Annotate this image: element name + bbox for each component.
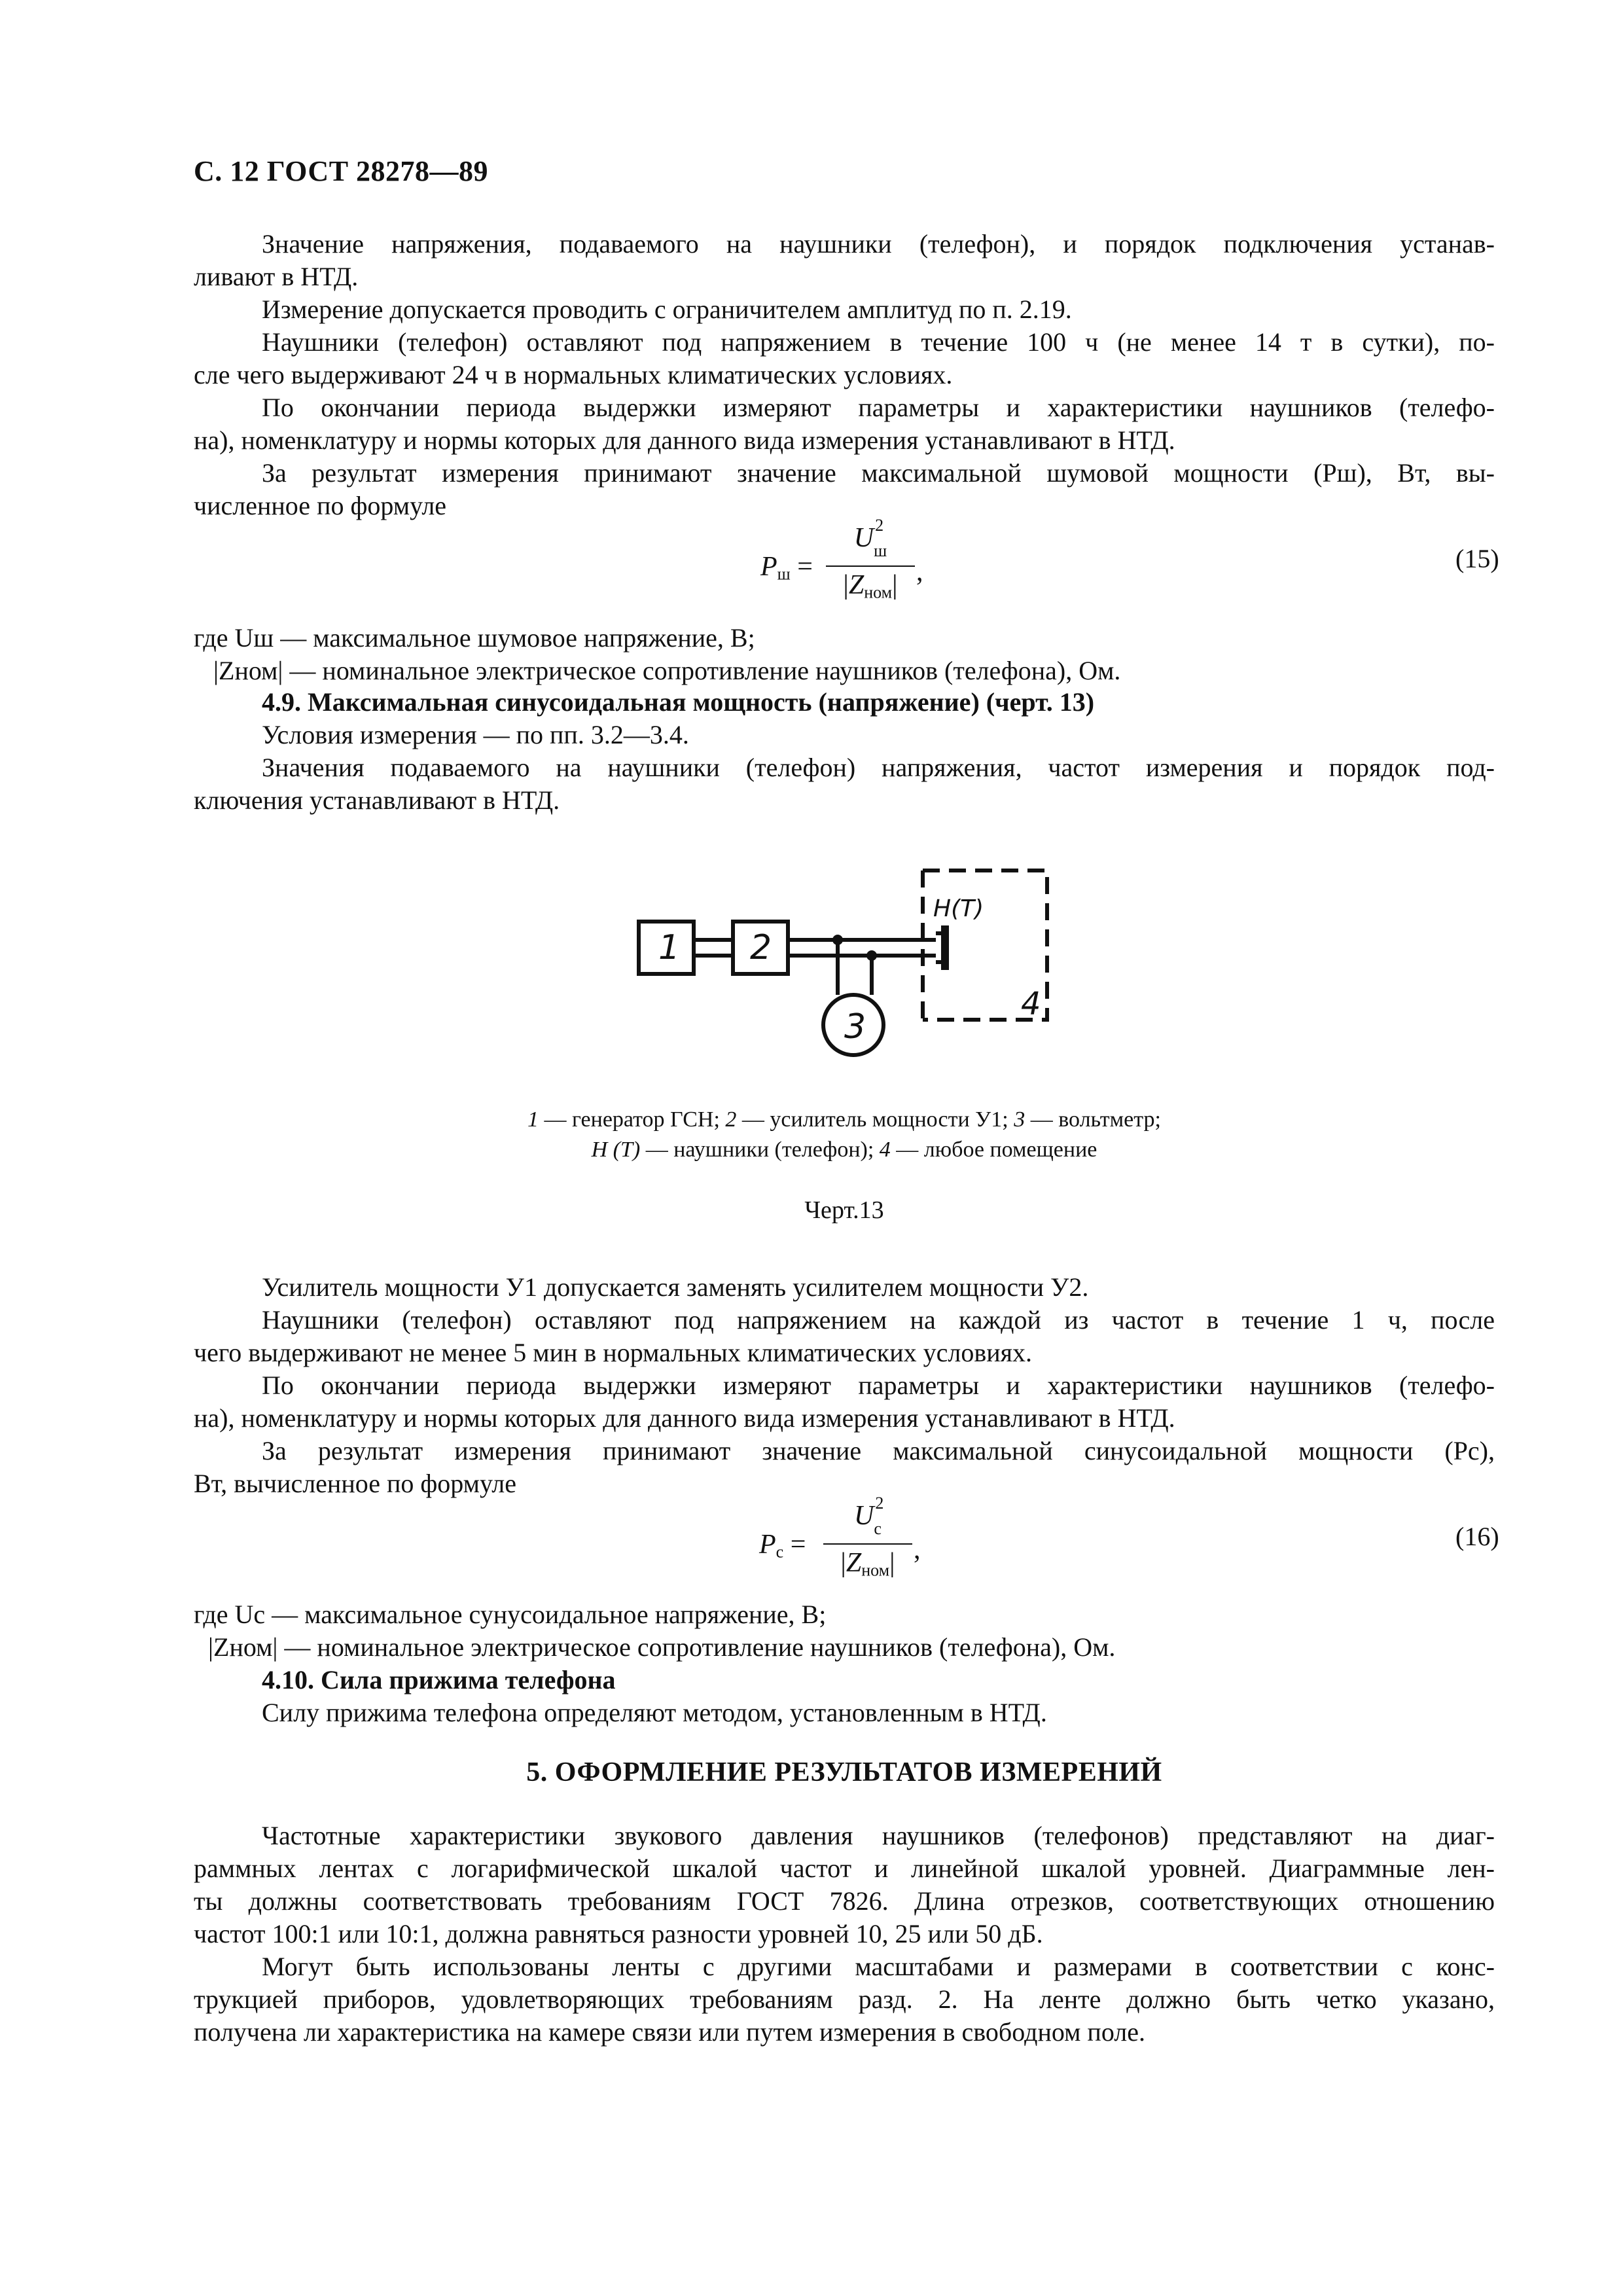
figure-caption	[194, 1105, 1495, 1165]
caption-line-1: 1 — генератор ГСН; 2 — усилитель мощности У1; 3 — вольтметр;	[527, 1107, 1161, 1132]
formula-denominator: $|Z_{ном}|$	[840, 1548, 895, 1580]
paragraph-block-1	[194, 228, 1495, 522]
text-line: получена ли характеристика на камере связи или путем измерения в свободном поле.	[194, 2017, 1146, 2047]
text-line: трукцией приборов, удовлетворяющих требованиям разд. 2. На ленте должно быть четко указано,	[194, 1984, 1495, 2014]
section-heading-5: 5. ОФОРМЛЕНИЕ РЕЗУЛЬТАТОВ ИЗМЕРЕНИЙ	[526, 1757, 1162, 1787]
text-line: частот 100:1 или 10:1, должна равняться разности уровней 10, 25 или 50 дБ.	[194, 1919, 1043, 1948]
where-line: где Uш — максимальное шумовое напряжение, В;	[194, 623, 755, 653]
formula-denominator: $|Z_{ном}|$	[843, 570, 898, 602]
text-line: Частотные характеристики звукового давления наушников (телефонов) представляют на диаг-	[262, 1821, 1495, 1850]
formula-lhs: $P_ш$ =	[760, 552, 813, 584]
text-line: За результат измерения принимают значение максимальной синусоидальной мощности (Pс),	[262, 1436, 1495, 1465]
text-line: Условия измерения — по пп. 3.2—3.4.	[262, 720, 689, 749]
text-line: Вт, вычисленное по формуле	[194, 1469, 516, 1498]
formula-lhs: $P_с$ =	[759, 1530, 806, 1562]
paragraph-block-2	[194, 719, 1495, 817]
text-line: Значения подаваемого на наушники (телефон) напряжения, частот измерения и порядок под-	[262, 753, 1495, 782]
text-line: чего выдерживают не менее 5 мин в нормальных климатических условиях.	[194, 1338, 1033, 1367]
text-line: По окончании периода выдержки измеряют параметры и характеристики наушников (телефо-	[262, 1371, 1495, 1400]
page-header: С. 12 ГОСТ 28278—89	[194, 155, 489, 187]
formula-numerator: U 2 $_с$	[854, 1494, 884, 1538]
figure-title: Черт.13	[804, 1196, 884, 1224]
label-3: 3	[844, 1007, 866, 1047]
paragraph-block-5	[194, 1820, 1495, 2049]
text-line: Наушники (телефон) оставляют под напряжением на каждой из частот в течение 1 ч, после	[262, 1305, 1495, 1335]
text-line: ты должны соответствовать требованиям ГОСТ 7826. Длина отрезков, соответствующих отношению	[194, 1886, 1495, 1916]
where-line: где Uс — максимальное сунусоидальное напряжение, В;	[194, 1600, 827, 1629]
where-line: |Zном| — номинальное электрическое сопротивление наушников (телефона), Ом.	[213, 656, 1121, 685]
text-line: ключения устанавливают в НТД.	[194, 785, 560, 815]
section-heading-4-10: 4.10. Сила прижима телефона	[262, 1665, 616, 1695]
text-line: За результат измерения принимают значение максимальной шумовой мощности (Pш), Вт, вы-	[262, 458, 1495, 488]
section-heading-4-9: 4.9. Максимальная синусоидальная мощность (напряжение) (черт. 13)	[262, 687, 1095, 717]
formula-comma: ,	[914, 1535, 921, 1565]
formula-numerator: U 2 $_ш$	[853, 516, 887, 560]
text-line: численное по формуле	[194, 491, 447, 520]
caption-line-2: Н (Т) — наушники (телефон); 4 — любое помещение	[591, 1138, 1097, 1162]
text-line: Усилитель мощности У1 допускается заменять усилителем мощности У2.	[262, 1272, 1089, 1302]
where-line: |Zном| — номинальное электрическое сопротивление наушников (телефона), Ом.	[208, 1632, 1116, 1662]
equation-number: (15)	[1455, 544, 1499, 573]
text-line: на), номенклатуру и нормы которых для данного вида измерения устанавливают в НТД.	[194, 425, 1175, 455]
formula-comma: ,	[916, 557, 923, 587]
paragraph-block-3	[194, 1271, 1495, 1500]
fraction-bar	[826, 565, 915, 567]
text-line: Измерение допускается проводить с ограничителем амплитуд по п. 2.19.	[262, 295, 1072, 324]
text-line: раммных лентах с логарифмической шкалой частот и линейной шкалой уровней. Диаграммные лен-	[194, 1854, 1495, 1883]
circuit-diagram	[628, 857, 1060, 1067]
label-4: 4	[1021, 986, 1041, 1022]
text-line: сле чего выдерживают 24 ч в нормальных климатических условиях.	[194, 360, 953, 389]
text-line: ливают в НТД.	[194, 262, 359, 291]
text-line: Значение напряжения, подаваемого на наушники (телефон), и порядок подключения устанав-	[262, 229, 1495, 259]
text-line: Силу прижима телефона определяют методом, установленным в НТД.	[262, 1698, 1047, 1727]
label-1: 1	[658, 928, 681, 967]
label-ht: Н(Т)	[933, 895, 984, 922]
fraction-bar	[823, 1543, 912, 1545]
text-line: Могут быть использованы ленты с другими масштабами и размерами в соответствии с конс-	[262, 1952, 1495, 1981]
text-line: на), номенклатуру и нормы которых для данного вида измерения устанавливают в НТД.	[194, 1403, 1175, 1433]
text-line: По окончании периода выдержки измеряют параметры и характеристики наушников (телефо-	[262, 393, 1495, 422]
text-line: Наушники (телефон) оставляют под напряжением в течение 100 ч (не менее 14 т в сутки), по-	[262, 327, 1495, 357]
equation-number: (16)	[1455, 1522, 1499, 1551]
label-2: 2	[750, 928, 772, 967]
